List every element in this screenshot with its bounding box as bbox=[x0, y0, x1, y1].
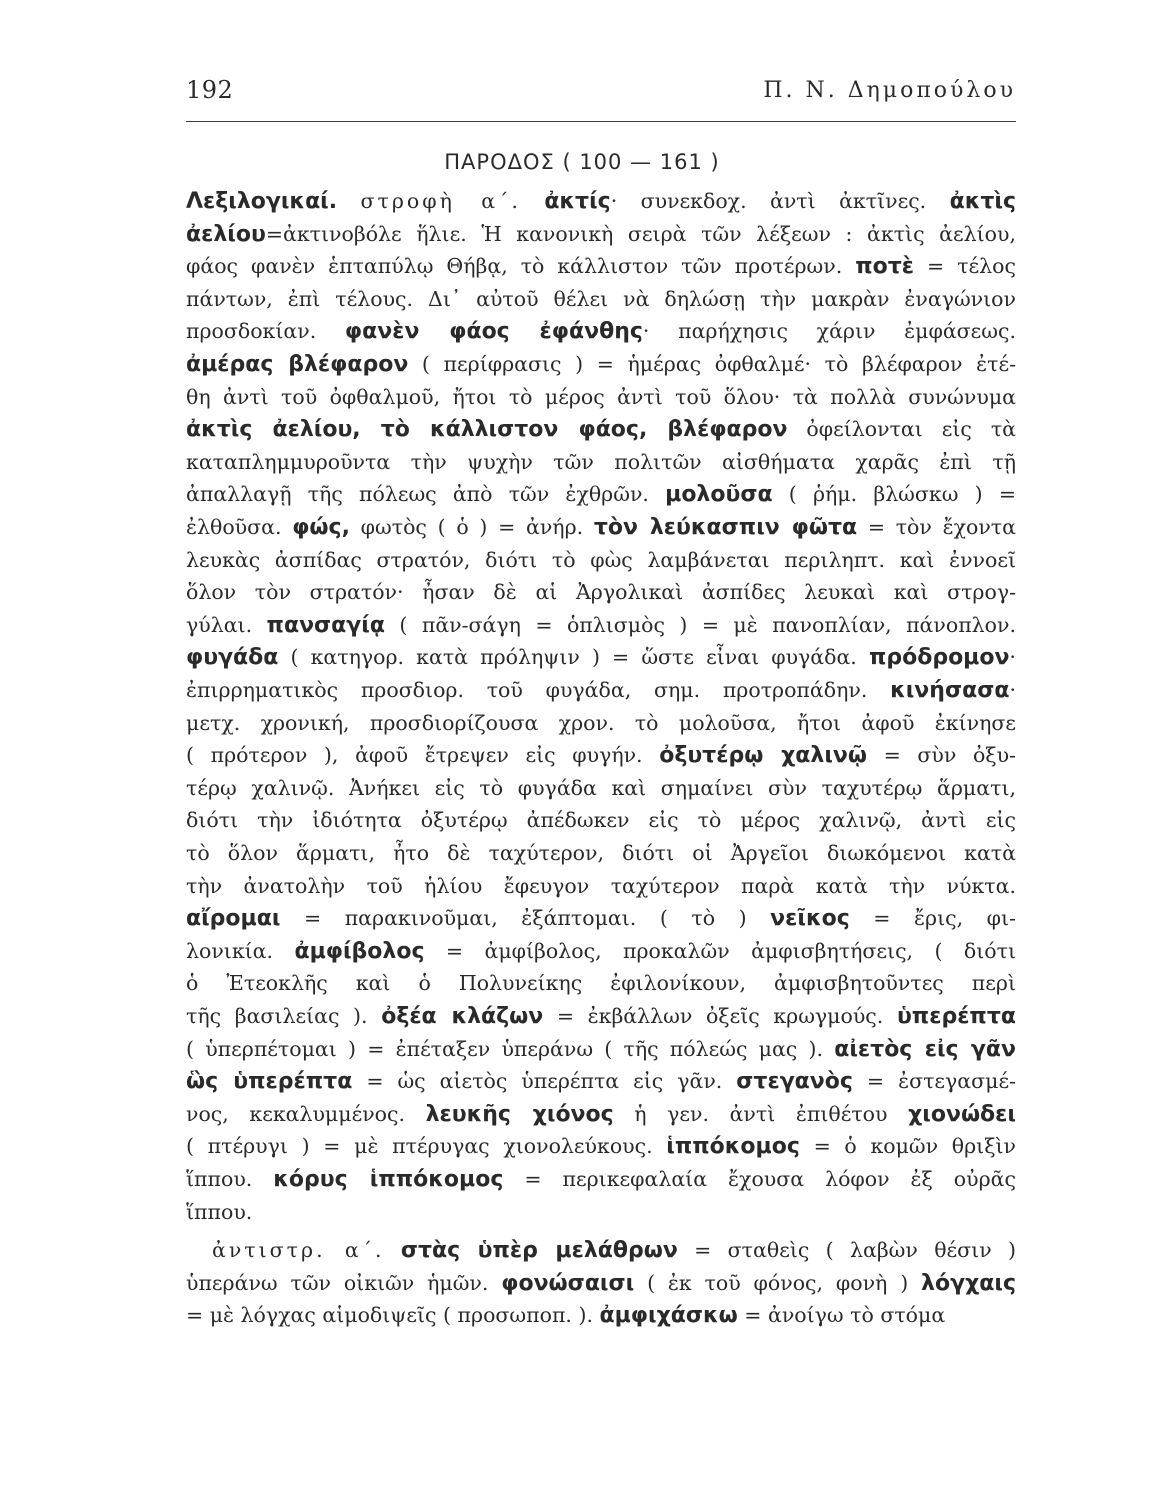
text-run: ( ἐκ τοῦ φόνος, φονὴ ) bbox=[634, 1270, 922, 1295]
text-run: = ἀνοίγω τὸ στόμα bbox=[737, 1303, 946, 1328]
bold-term: ὀξυτέρῳ χαλινῷ bbox=[659, 743, 867, 769]
text-line bbox=[186, 773, 1016, 803]
text-line bbox=[186, 219, 1016, 249]
text-run: προσδοκίαν. bbox=[186, 319, 345, 344]
text-run: λευκὰς ἀσπίδας στρατόν, διότι τὸ φὼς λαμβάνεται περιληπτ. καὶ ἐννοεῖ bbox=[186, 547, 1016, 572]
section-heading: ΠΑΡΟΔΟΣ ( 100 — 161 ) bbox=[444, 150, 720, 174]
text-run: · bbox=[1009, 645, 1016, 670]
text-line bbox=[186, 414, 1016, 444]
text-run: = περικεφαλαία ἔχουσα λόφον ἐξ οὐρᾶς bbox=[503, 1167, 1016, 1191]
text-run: ( πᾶν-σάγη = ὁπλισμὸς ) = μὲ πανοπλίαν, πάνοπλον. bbox=[384, 612, 1016, 637]
text-run: = ἔρις, φι- bbox=[849, 906, 1016, 931]
text-line bbox=[186, 708, 1016, 738]
text-run: ὁ Ἐτεοκλῆς καὶ ὁ Πολυνείκης ἐφιλονίκουν, ἀμφισβητοῦντες περὶ bbox=[186, 971, 1016, 996]
text-run: ἵππου. bbox=[186, 1167, 274, 1191]
page-number: 192 bbox=[186, 76, 234, 104]
header-rule bbox=[186, 121, 1016, 122]
text-run: τῆς βασιλείας ). bbox=[186, 1004, 382, 1028]
text-run: πάντων, ἐπὶ τέλους. Δι᾽ αὐτοῦ θέλει νὰ δηλώσῃ τὴν μακρὰν ἐναγώνιον bbox=[186, 286, 1016, 311]
text-line bbox=[186, 936, 1016, 966]
text-run: φάος φανὲν ἑπταπύλῳ Θήβᾳ, τὸ κάλλιστον τῶν προτέρων. bbox=[186, 254, 856, 279]
text-run: ( περίφρασις ) = ἡμέρας ὀφθαλμέ· τὸ βλέφαρον ἐτέ- bbox=[408, 352, 1017, 376]
text-line bbox=[186, 1300, 1016, 1330]
bold-term: φυγάδα bbox=[186, 645, 279, 671]
text-run: ὑπεράνω τῶν οἰκιῶν ἡμῶν. bbox=[186, 1270, 502, 1295]
text-line bbox=[186, 284, 1016, 314]
text-line bbox=[186, 740, 1016, 770]
text-run: φωτὸς ( ὁ ) = ἀνήρ. bbox=[349, 515, 594, 539]
spaced-label: ἀντιστρ. α΄. bbox=[212, 1238, 385, 1263]
text-run: ( κατηγορ. κατὰ πρόληψιν ) = ὥστε εἶναι φυγάδα. bbox=[278, 645, 869, 670]
text-line bbox=[186, 382, 1016, 412]
bold-term: ποτὲ bbox=[855, 254, 915, 280]
text-line bbox=[186, 1268, 1016, 1298]
text-run: θη ἀντὶ τοῦ ὀφθαλμοῦ, ἤτοι τὸ μέρος ἀντὶ τοῦ ὅλου· τὰ πολλὰ συνώνυμα bbox=[186, 384, 1016, 409]
text-line bbox=[186, 316, 1016, 346]
text-run: = ὁ κομῶν θριξὶν bbox=[799, 1134, 1016, 1159]
text-run: = σταθεὶς ( λαβὼν θέσιν ) bbox=[677, 1238, 1016, 1263]
bold-term: ἀμφίβολος bbox=[294, 938, 425, 964]
text-run: = ἐστεγασμέ- bbox=[852, 1069, 1016, 1094]
text-run: =ἀκτινοβόλε ἥλιε. Ἡ κανονικὴ σειρὰ τῶν λέξεων : ἀκτὶς ἀελίου, bbox=[265, 221, 1016, 246]
text-run: ( ὑπερπέτομαι ) = ἐπέταξεν ὑπεράνω ( τῆς πόλεώς μας ). bbox=[186, 1036, 835, 1061]
text-run: = παρακινοῦμαι, ἐξάπτομαι. ( τὸ ) bbox=[280, 906, 771, 931]
text-run: τέρῳ χαλινῷ. Ἀνήκει εἰς τὸ φυγάδα καὶ σημαίνει σὺν ταχυτέρῳ ἅρματι, bbox=[186, 775, 1016, 800]
text-run: = τὸν ἔχοντα bbox=[857, 515, 1016, 539]
text-line bbox=[186, 675, 1016, 705]
bold-term: ἀκτίς bbox=[544, 189, 611, 214]
text-run: ὅλον τὸν στρατόν· ἦσαν δὲ αἱ Ἀργολικαὶ ἀσπίδες λευκαὶ καὶ στρογ- bbox=[186, 580, 1016, 605]
text-run: = ἀμφίβολος, προκαλῶν ἀμφισβητήσεις, ( διότι bbox=[424, 938, 1016, 963]
spaced-label: στροφὴ α΄. bbox=[360, 189, 521, 213]
bold-term: χιονώδει bbox=[908, 1101, 1016, 1127]
text-run: = ἐκβάλλων ὀξεῖς κρωγμούς. bbox=[543, 1004, 897, 1028]
text-line bbox=[186, 610, 1016, 640]
bold-term: λόγχαις bbox=[921, 1270, 1016, 1296]
text-line bbox=[186, 1099, 1016, 1129]
bold-term: αἴρομαι bbox=[186, 906, 281, 932]
text-run: = σὺν ὀξυ- bbox=[867, 743, 1016, 768]
text-line bbox=[186, 1066, 1016, 1096]
text-run: ὀφείλονται εἰς τὰ bbox=[787, 417, 1017, 442]
text-line bbox=[186, 479, 1016, 509]
bold-term: φανὲν φάος ἐφάνθης bbox=[344, 319, 643, 345]
text-run bbox=[337, 189, 360, 213]
page-header bbox=[186, 76, 1016, 116]
text-line bbox=[186, 251, 1016, 281]
text-run: ἐπιρρηματικὸς προσδιορ. τοῦ φυγάδα, σημ. προτροπάδην. bbox=[186, 678, 891, 702]
bold-term: ἀμφιχάσκω bbox=[599, 1303, 738, 1329]
text-run: ( πτέρυγι ) = μὲ πτέρυγας χιονολεύκους. bbox=[186, 1134, 667, 1159]
text-line bbox=[186, 871, 1016, 901]
text-line bbox=[186, 1197, 1016, 1227]
text-line bbox=[186, 577, 1016, 607]
text-run: λονικία. bbox=[186, 938, 295, 963]
text-run bbox=[385, 1238, 401, 1262]
bold-term: τὸν λεύκασπιν φῶτα bbox=[593, 515, 858, 540]
text-line bbox=[186, 838, 1016, 868]
text-run: μετχ. χρονική, προσδιορίζουσα χρον. τὸ μολοῦσα, ἤτοι ἀφοῦ ἐκίνησε bbox=[186, 710, 1016, 735]
text-run bbox=[521, 189, 544, 213]
text-run: · συνεκδοχ. ἀντὶ ἀκτῖνες. bbox=[610, 189, 950, 213]
text-run: ( πρότερον ), ἀφοῦ ἔτρεψεν εἰς φυγήν. bbox=[186, 743, 660, 768]
bold-term: νεῖκος bbox=[770, 906, 850, 932]
bold-term: ἀκτὶς bbox=[949, 189, 1016, 214]
text-run: ἵππου. bbox=[186, 1199, 253, 1224]
bold-term: ὀξέα κλάζων bbox=[381, 1004, 544, 1029]
bold-term: πρόδρομον bbox=[868, 645, 1010, 671]
text-run: ἀπαλλαγῇ τῆς πόλεως ἀπὸ τῶν ἐχθρῶν. bbox=[186, 482, 666, 507]
text-run: · παρήχησις χάριν ἐμφάσεως. bbox=[642, 319, 1016, 344]
text-run: διότι τὴν ἰδιότητα ὀξυτέρῳ ἀπέδωκεν εἰς τὸ μέρος χαλινῷ, ἀντὶ εἰς bbox=[186, 808, 1016, 833]
text-line bbox=[186, 512, 1016, 542]
text-run: νος, κεκαλυμμένος. bbox=[186, 1101, 426, 1126]
text-run: = τέλος bbox=[914, 254, 1016, 279]
text-run: · bbox=[1009, 678, 1016, 702]
text-line bbox=[186, 1001, 1016, 1031]
text-line bbox=[186, 349, 1016, 379]
bold-term: ἀελίου bbox=[186, 221, 266, 247]
bold-term: ὣς ὑπερέπτα bbox=[186, 1069, 353, 1095]
text-run: γύλαι. bbox=[186, 612, 267, 637]
bold-term: ἀμέρας βλέφαρον bbox=[186, 352, 409, 377]
bold-term: φώς, bbox=[292, 515, 350, 540]
bold-term: φονώσαισι bbox=[501, 1270, 635, 1296]
bold-term: μολοῦσα bbox=[665, 482, 773, 508]
bold-term: κόρυς ἱππόκομος bbox=[273, 1167, 504, 1192]
text-line bbox=[186, 903, 1016, 933]
bold-term: αἰετὸς εἰς γᾶν bbox=[834, 1036, 1016, 1062]
text-run: τὴν ἀνατολὴν τοῦ ἡλίου ἔφευγον ταχύτερον παρὰ κατὰ τὴν νύκτα. bbox=[186, 873, 1016, 898]
text-run: ἐλθοῦσα. bbox=[186, 515, 293, 539]
text-run: = ὡς αἰετὸς ὑπερέπτα εἰς γᾶν. bbox=[352, 1069, 737, 1094]
text-run: ἡ γεν. ἀντὶ ἐπιθέτου bbox=[613, 1101, 909, 1126]
bold-term: πανσαγίᾳ bbox=[266, 612, 385, 638]
text-line bbox=[186, 1034, 1016, 1064]
text-line bbox=[186, 186, 1016, 216]
bold-term: ἀκτὶς ἀελίου, τὸ κάλλιστον φάος, βλέφαρον bbox=[186, 417, 788, 443]
text-run: ( ῥήμ. βλώσκω ) = bbox=[772, 482, 1016, 507]
bold-term: στὰς ὑπὲρ μελάθρων bbox=[400, 1238, 678, 1264]
bold-term: στεγανὸς bbox=[736, 1069, 853, 1095]
running-head: Π. Ν. Δημοπούλου bbox=[763, 78, 1016, 103]
text-line bbox=[186, 545, 1016, 575]
text-line bbox=[186, 642, 1016, 672]
text-line bbox=[186, 805, 1016, 835]
text-line bbox=[186, 968, 1016, 998]
text-line bbox=[186, 1164, 1016, 1194]
bold-term: λευκῆς χιόνος bbox=[425, 1101, 614, 1127]
text-run: τὸ ὅλον ἅρματι, ἦτο δὲ ταχύτερον, διότι οἱ Ἀργεῖοι διωκόμενοι κατὰ bbox=[186, 841, 1016, 865]
bold-term: ὑπερέπτα bbox=[896, 1004, 1016, 1029]
bold-term: κινήσασα bbox=[890, 678, 1010, 703]
text-line bbox=[212, 1235, 1016, 1265]
bold-term: ἱππόκομος bbox=[666, 1134, 800, 1160]
text-line bbox=[186, 1131, 1016, 1161]
text-run: καταπλημμυροῦντα τὴν ψυχὴν τῶν πολιτῶν αἰσθήματα χαρᾶς ἐπὶ τῇ bbox=[186, 449, 1016, 474]
text-line bbox=[186, 447, 1016, 477]
bold-term: Λεξιλογικαί. bbox=[186, 189, 338, 214]
text-run: = μὲ λόγχας αἱμοδιψεῖς ( προσωποπ. ). bbox=[186, 1303, 600, 1328]
